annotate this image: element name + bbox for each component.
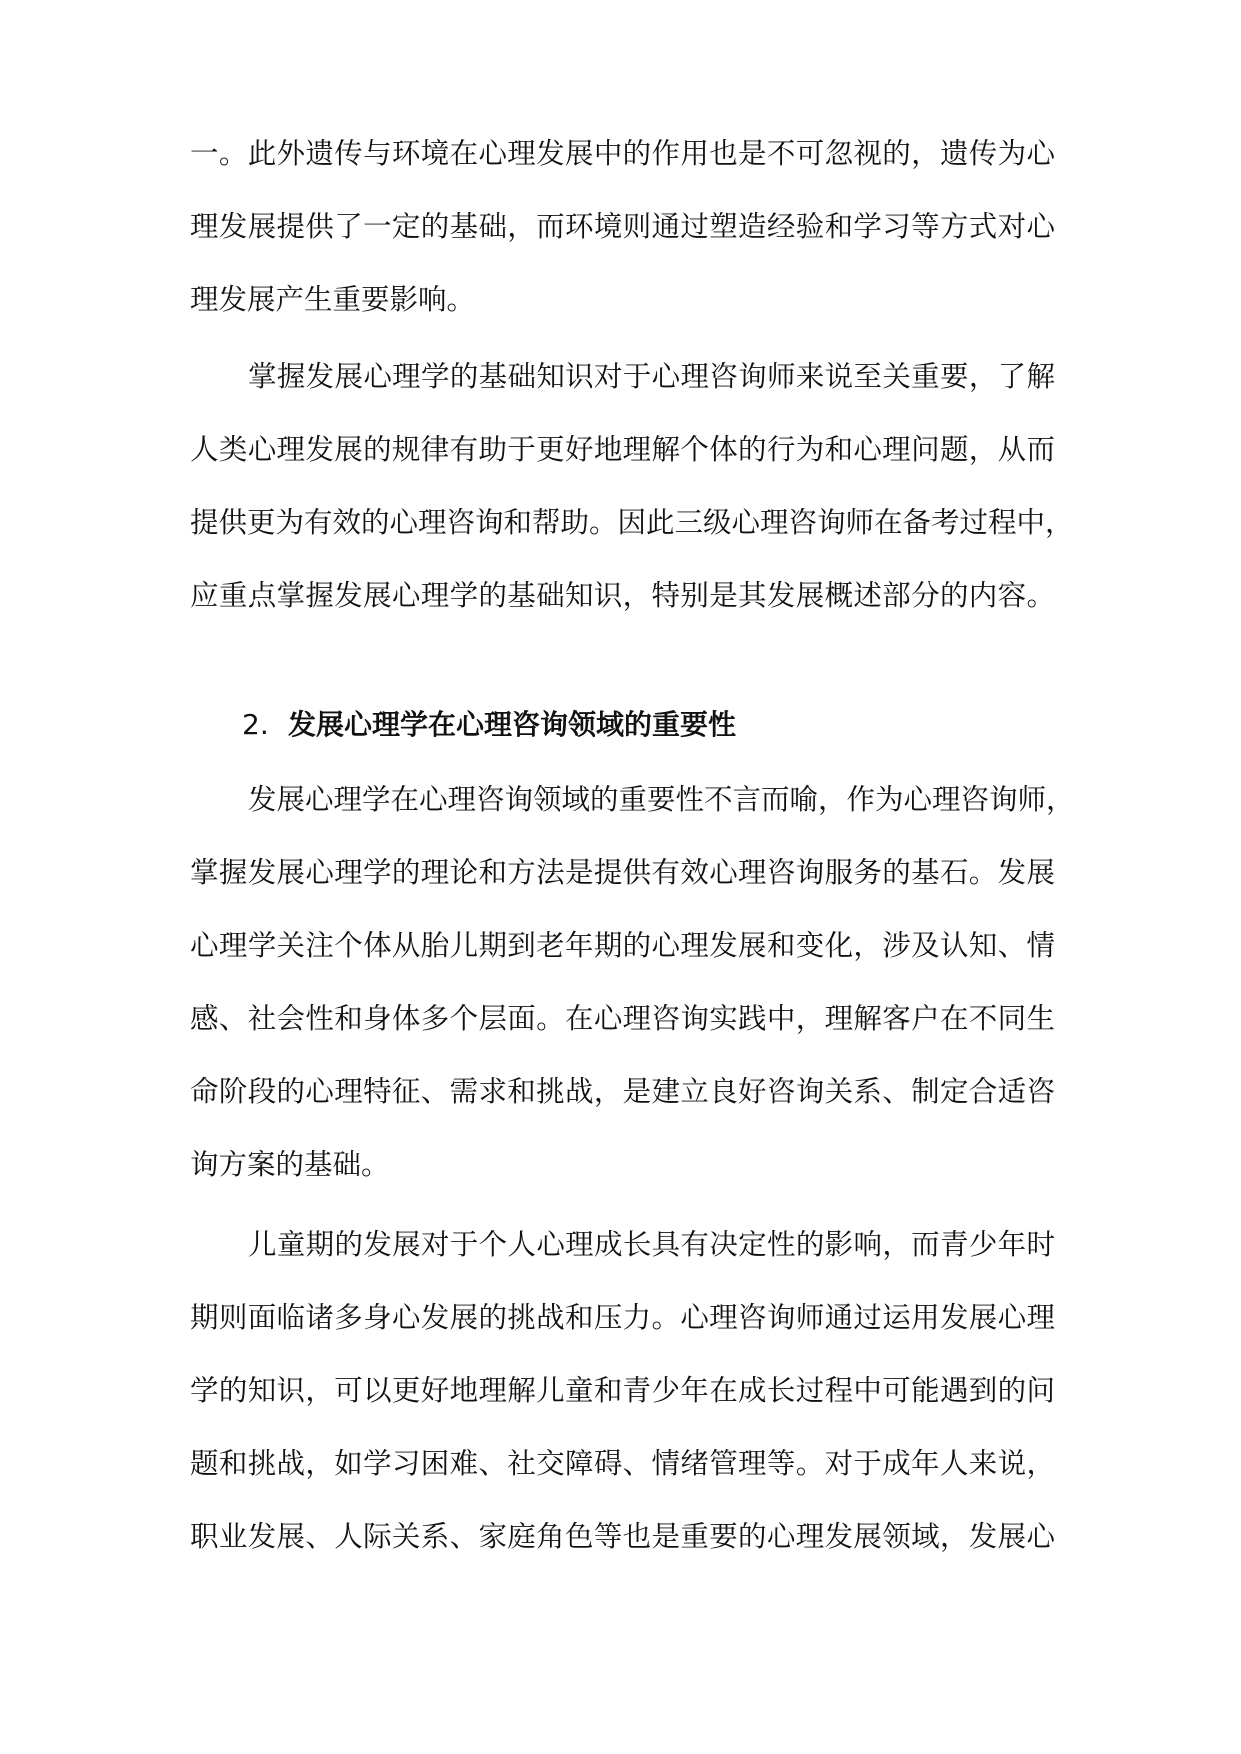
paragraph-line: 人类心理发展的规律有助于更好地理解个体的行为和心理问题，从而 xyxy=(190,433,1055,466)
paragraph-line: 掌握发展心理学的理论和方法是提供有效心理咨询服务的基石。发展 xyxy=(190,856,1055,889)
paragraph-line: 理发展产生重要影响。 xyxy=(190,283,476,316)
section-number: 2. xyxy=(242,708,269,741)
paragraph-line: 命阶段的心理特征、需求和挑战，是建立良好咨询关系、制定合适咨 xyxy=(190,1075,1055,1108)
paragraph-line: 一。此外遗传与环境在心理发展中的作用也是不可忽视的，遗传为心 xyxy=(190,137,1055,170)
paragraph-line: 提供更为有效的心理咨询和帮助。因此三级心理咨询师在备考过程中， xyxy=(190,506,1074,539)
paragraph-line: 期则面临诸多身心发展的挑战和压力。心理咨询师通过运用发展心理 xyxy=(190,1301,1055,1334)
section-title: 发展心理学在心理咨询领域的重要性 xyxy=(288,708,737,741)
section-heading xyxy=(242,705,736,745)
paragraph-line: 心理学关注个体从胎儿期到老年期的心理发展和变化，涉及认知、情 xyxy=(190,929,1055,962)
paragraph-line: 应重点掌握发展心理学的基础知识，特别是其发展概述部分的内容。 xyxy=(190,579,1055,612)
paragraph-line: 职业发展、人际关系、家庭角色等也是重要的心理发展领域，发展心 xyxy=(190,1520,1055,1553)
paragraph-line: 题和挑战，如学习困难、社交障碍、情绪管理等。对于成年人来说， xyxy=(190,1447,1055,1480)
paragraph-line: 掌握发展心理学的基础知识对于心理咨询师来说至关重要，了解 xyxy=(248,360,1055,393)
paragraph-line: 询方案的基础。 xyxy=(190,1148,390,1181)
paragraph-line: 儿童期的发展对于个人心理成长具有决定性的影响，而青少年时 xyxy=(248,1228,1055,1261)
paragraph-line: 理发展提供了一定的基础，而环境则通过塑造经验和学习等方式对心 xyxy=(190,210,1055,243)
paragraph-line: 学的知识，可以更好地理解儿童和青少年在成长过程中可能遇到的问 xyxy=(190,1374,1055,1407)
paragraph-line: 发展心理学在心理咨询领域的重要性不言而喻，作为心理咨询师， xyxy=(248,783,1075,816)
paragraph-line: 感、社会性和身体多个层面。在心理咨询实践中，理解客户在不同生 xyxy=(190,1002,1055,1035)
